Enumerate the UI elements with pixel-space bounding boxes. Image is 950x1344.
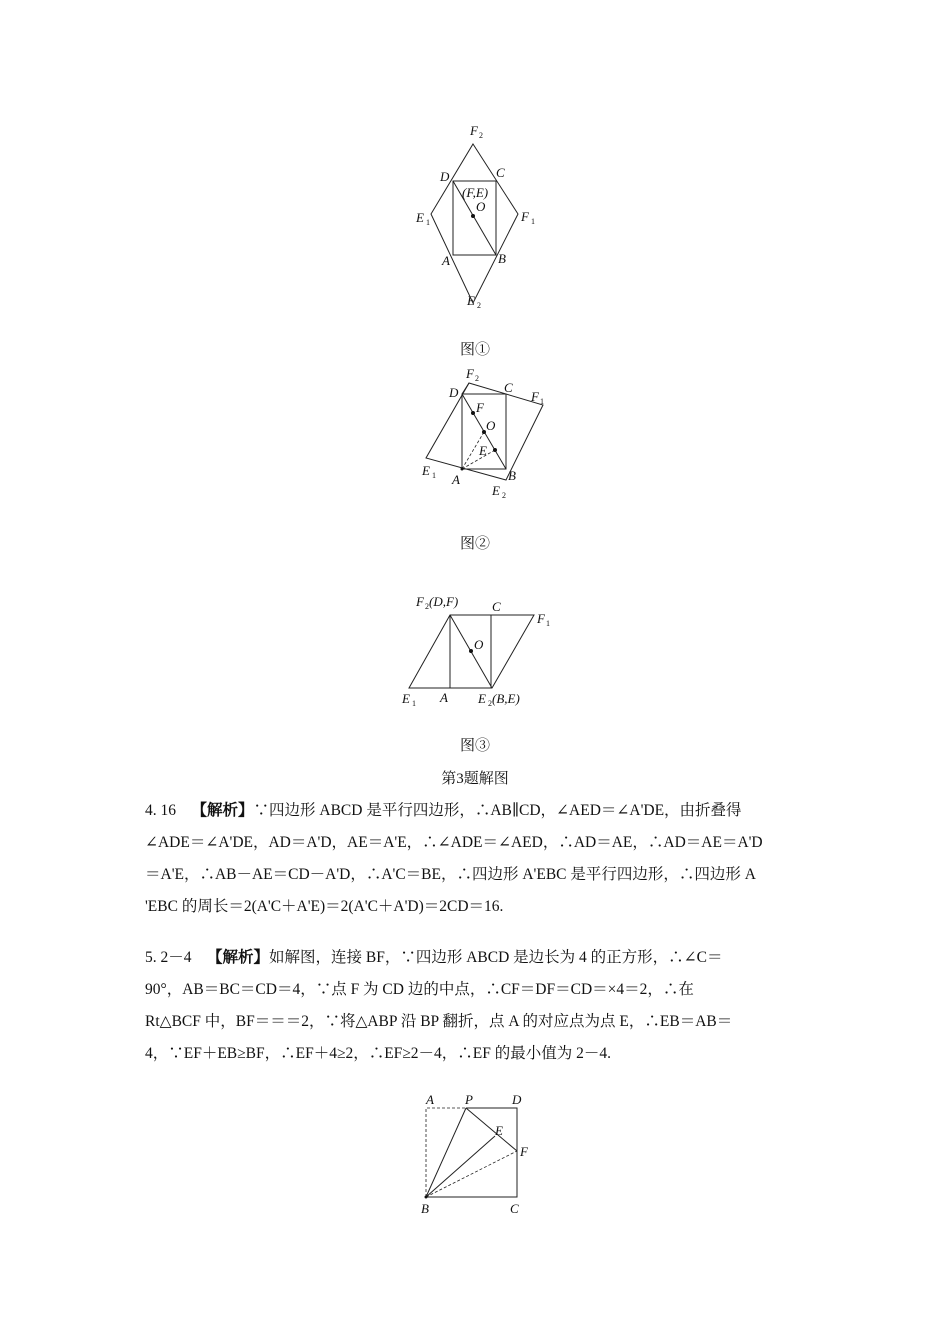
svg-text:1: 1 [546, 619, 550, 628]
svg-text:2: 2 [425, 602, 429, 611]
label-c: C [492, 599, 501, 614]
label-a: A [440, 690, 448, 705]
label-fe: (F,E) [462, 185, 489, 200]
figure-group-title: 第3题解图 [441, 771, 509, 787]
label-a: A [442, 253, 450, 268]
label-d: D [449, 385, 459, 400]
svg-text:1: 1 [540, 397, 544, 406]
svg-text:2: 2 [477, 301, 481, 310]
svg-text:2: 2 [488, 699, 492, 708]
label-e2-paren: (B,E) [492, 691, 520, 706]
q5-line-4: 4，∵EF＋EB≥BF，∴EF＋4≥2，∴EF≥2－4，∴EF 的最小值为 2－4. [145, 1045, 612, 1062]
label-e: E [495, 1123, 503, 1138]
q4-line-3: ＝A'E，∴AB－AE＝CD－A'D，∴A'C＝BE，∴四边形 A'EBC 是平行四边形，∴四边形 A [145, 866, 756, 883]
label-o: O [474, 637, 484, 652]
label-c: C [496, 165, 505, 180]
label-p: P [465, 1092, 473, 1107]
figure-3-diagram [390, 590, 570, 710]
label-e1: E [402, 691, 410, 706]
figure-2-diagram [400, 360, 570, 500]
label-f1: F [531, 389, 539, 404]
q4-line-1: 4. 16 【解析】∵四边形 ABCD 是平行四边形，∴AB∥CD，∠AED＝∠A'DE，由折叠得 [145, 802, 742, 819]
label-f: F [476, 400, 484, 415]
label-b: B [508, 468, 516, 483]
q5-tag: 【解析】 [207, 949, 270, 966]
label-d: D [512, 1092, 522, 1107]
q4-number: 4. 16 [145, 802, 176, 819]
figure-4-diagram [400, 1085, 550, 1225]
label-c: C [510, 1201, 519, 1216]
figure-1 [400, 115, 560, 315]
label-c: C [504, 380, 513, 395]
svg-text:1: 1 [531, 217, 535, 226]
label-e: E [479, 443, 487, 458]
label-f2: F [470, 123, 478, 138]
svg-text:2: 2 [479, 131, 483, 140]
q5-line-2: 90°，AB＝BC＝CD＝4，∵点 F 为 CD 边的中点，∴CF＝DF＝CD＝×4＝2，∴在 [145, 981, 694, 998]
label-b: B [498, 251, 506, 266]
label-e1: E [416, 210, 424, 225]
figure-2 [400, 360, 570, 500]
svg-text:1: 1 [412, 699, 416, 708]
label-f2: F [466, 366, 474, 381]
figure-1-caption: 图① [459, 342, 490, 358]
label-e2: E [478, 691, 486, 706]
label-a: A [452, 472, 460, 487]
question-5-solution [145, 942, 807, 1070]
q5-line-1: 5. 2－4 【解析】如解图，连接 BF，∵四边形 ABCD 是边长为 4 的正方形，∴∠C＝ [145, 949, 723, 966]
label-f: F [520, 1144, 528, 1159]
q4-tag: 【解析】 [191, 802, 254, 819]
label-e2: E [492, 483, 500, 498]
label-b: B [421, 1201, 429, 1216]
label-f2: F [416, 594, 424, 609]
q5-line-3: Rt△BCF 中，BF＝＝＝2，∵将△ABP 沿 BP 翻折，点 A 的对应点为点 E，∴EB＝AB＝ [145, 1013, 733, 1030]
label-a: A [426, 1092, 434, 1107]
figure-1-diagram [400, 115, 560, 315]
q5-number: 5. 2－4 [145, 949, 192, 966]
svg-text:2: 2 [502, 491, 506, 500]
figure-3-caption: 图③ [459, 738, 490, 754]
label-f1: F [537, 611, 545, 626]
q4-line-4: 'EBC 的周长＝2(A'C＋A'E)＝2(A'C＋A'D)＝2CD＝16. [145, 898, 504, 915]
label-f2-paren: (D,F) [429, 594, 459, 609]
label-e1: E [422, 463, 430, 478]
svg-text:1: 1 [426, 218, 430, 227]
figure-4 [400, 1085, 550, 1225]
figure-2-caption: 图② [459, 536, 490, 552]
question-4-solution [145, 795, 807, 923]
label-o: O [476, 199, 486, 214]
figure-3 [390, 590, 570, 710]
q4-line-2: ∠ADE＝∠A'DE，AD＝A'D，AE＝A'E，∴∠ADE＝∠AED，∴AD＝AE，∴AD＝AE＝A'D [145, 834, 763, 851]
label-d: D [440, 169, 450, 184]
label-o: O [486, 418, 496, 433]
label-f1: F [521, 209, 529, 224]
svg-text:1: 1 [432, 471, 436, 480]
label-e2: E [467, 293, 475, 308]
svg-text:2: 2 [475, 374, 479, 383]
